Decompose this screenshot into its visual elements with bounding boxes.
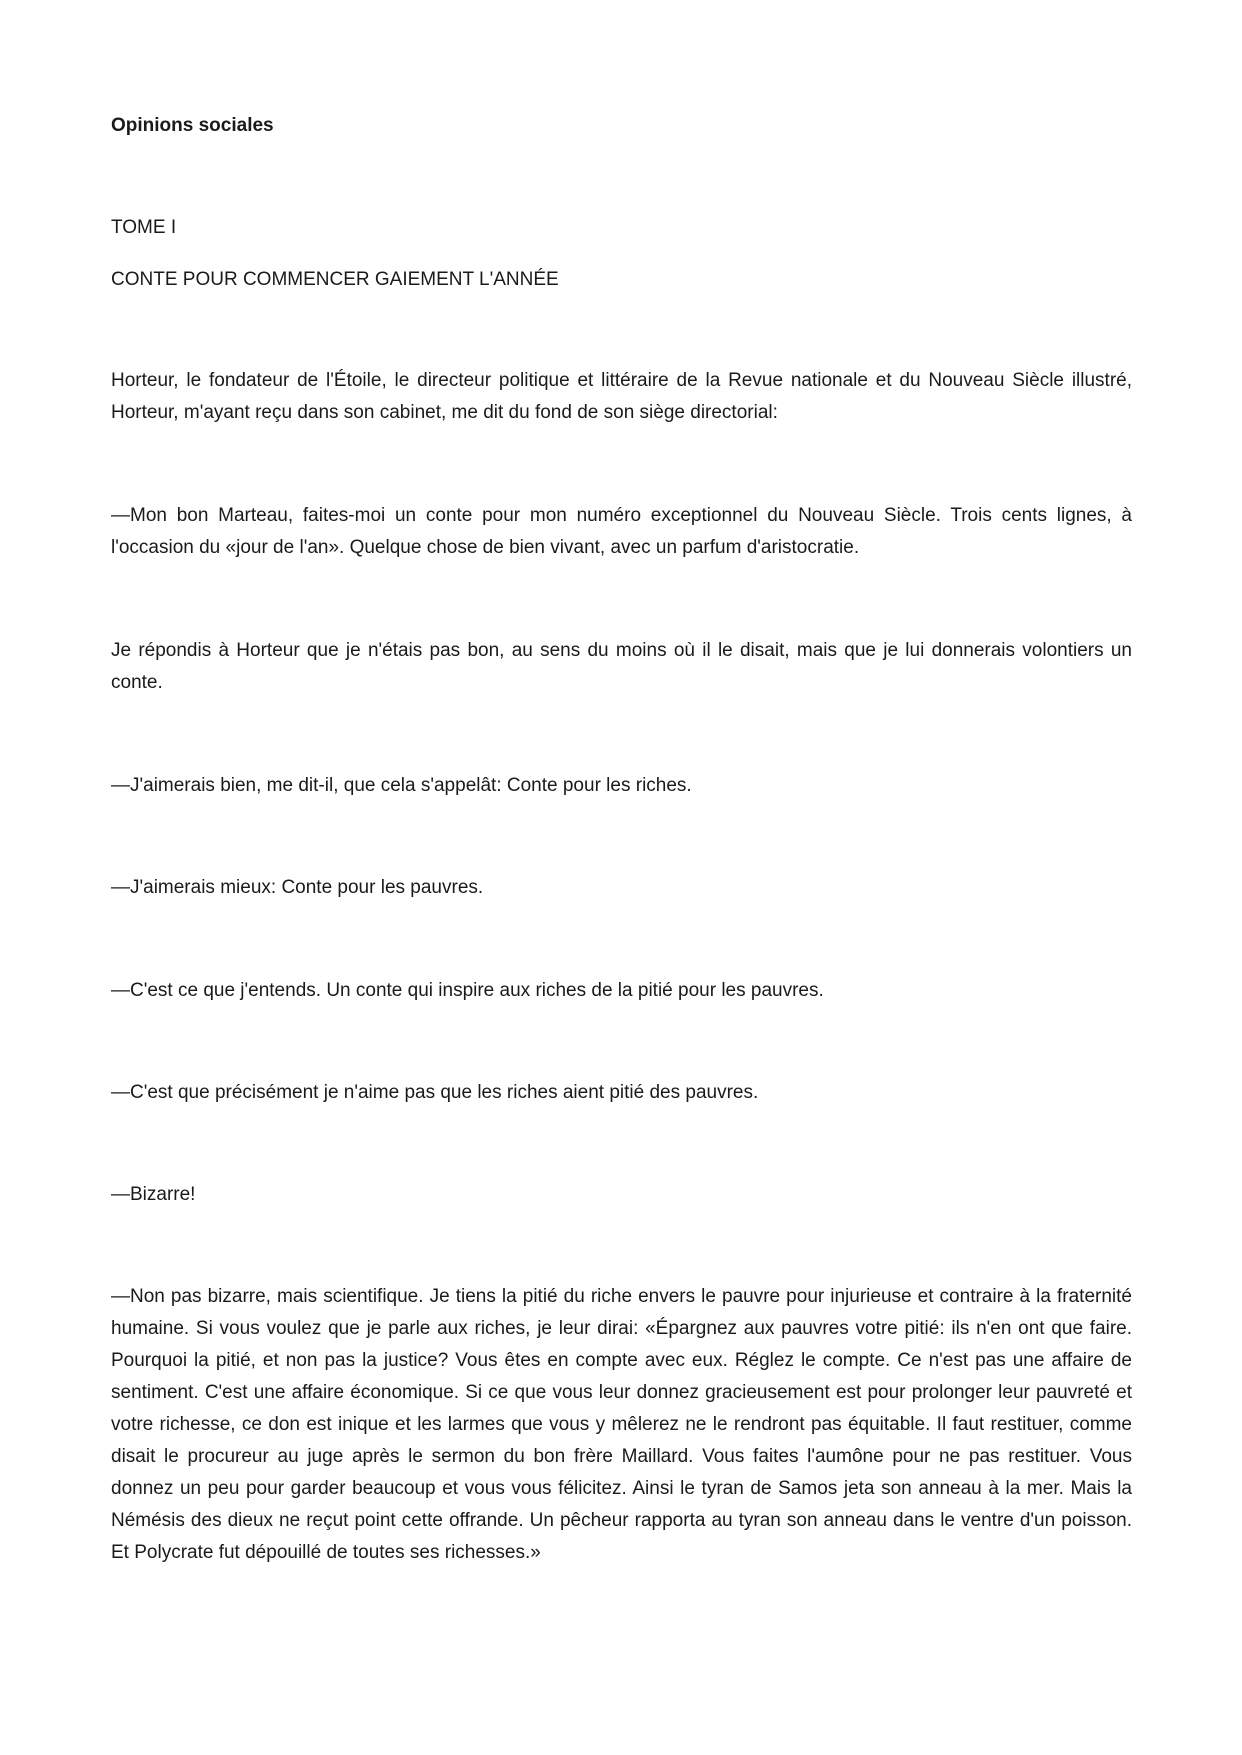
paragraph-4: —J'aimerais bien, me dit-il, que cela s'appelât: Conte pour les riches.: [111, 775, 692, 796]
paragraph-2: —Mon bon Marteau, faites-moi un conte pour mon numéro exceptionnel du Nouveau Siècle. Trois cents lignes, à l'occasion du «jour de l'an». Quelque chose de bien vivant, avec un parfum d'aristocratie.: [111, 505, 1132, 558]
paragraph-7: —C'est que précisément je n'aime pas que les riches aient pitié des pauvres.: [111, 1082, 759, 1103]
paragraph-6: —C'est ce que j'entends. Un conte qui inspire aux riches de la pitié pour les pauvres.: [111, 980, 824, 1001]
paragraph-3: Je répondis à Horteur que je n'étais pas bon, au sens du moins où il le disait, mais que je lui donnerais volontiers un conte.: [111, 640, 1132, 693]
chapter-heading: CONTE POUR COMMENCER GAIEMENT L'ANNÉE: [111, 269, 559, 290]
paragraph-5: —J'aimerais mieux: Conte pour les pauvres.: [111, 877, 484, 898]
paragraph-1: Horteur, le fondateur de l'Étoile, le directeur politique et littéraire de la Revue nationale et du Nouveau Siècle illustré, Horteur, m'ayant reçu dans son cabinet, me dit du fond de son siège directorial:: [111, 370, 1132, 423]
paragraph-9: —Non pas bizarre, mais scientifique. Je tiens la pitié du riche envers le pauvre pour injurieuse et contraire à la fraternité humaine. Si vous voulez que je parle aux riches, je leur dirai: «Épargnez aux pauvres votre pitié: ils n'en ont que faire. Pourquoi la pitié, et non pas la justice? Vous êtes en compte avec eux. Réglez le compte. Ce n'est pas une affaire de sentiment. C'est une affaire économique. Si ce que vous leur donnez gracieusement est pour prolonger leur pauvreté et votre richesse, ce don est inique et les larmes que vous y mêlerez ne le rendront pas équitable. Il faut restituer, comme disait le procureur au juge après le sermon du bon frère Maillard. Vous faites l'aumône pour ne pas restituer. Vous donnez un peu pour garder beaucoup et vous vous félicitez. Ainsi le tyran de Samos jeta son anneau à la mer. Mais la Némésis des dieux ne reçut point cette offrande. Un pêcheur rapporta au tyran son anneau dans le ventre d'un poisson. Et Polycrate fut dépouillé de toutes ses richesses.»: [111, 1286, 1132, 1563]
document-title: Opinions sociales: [111, 115, 274, 136]
paragraph-8: —Bizarre!: [111, 1184, 196, 1205]
volume-heading: TOME I: [111, 217, 177, 238]
